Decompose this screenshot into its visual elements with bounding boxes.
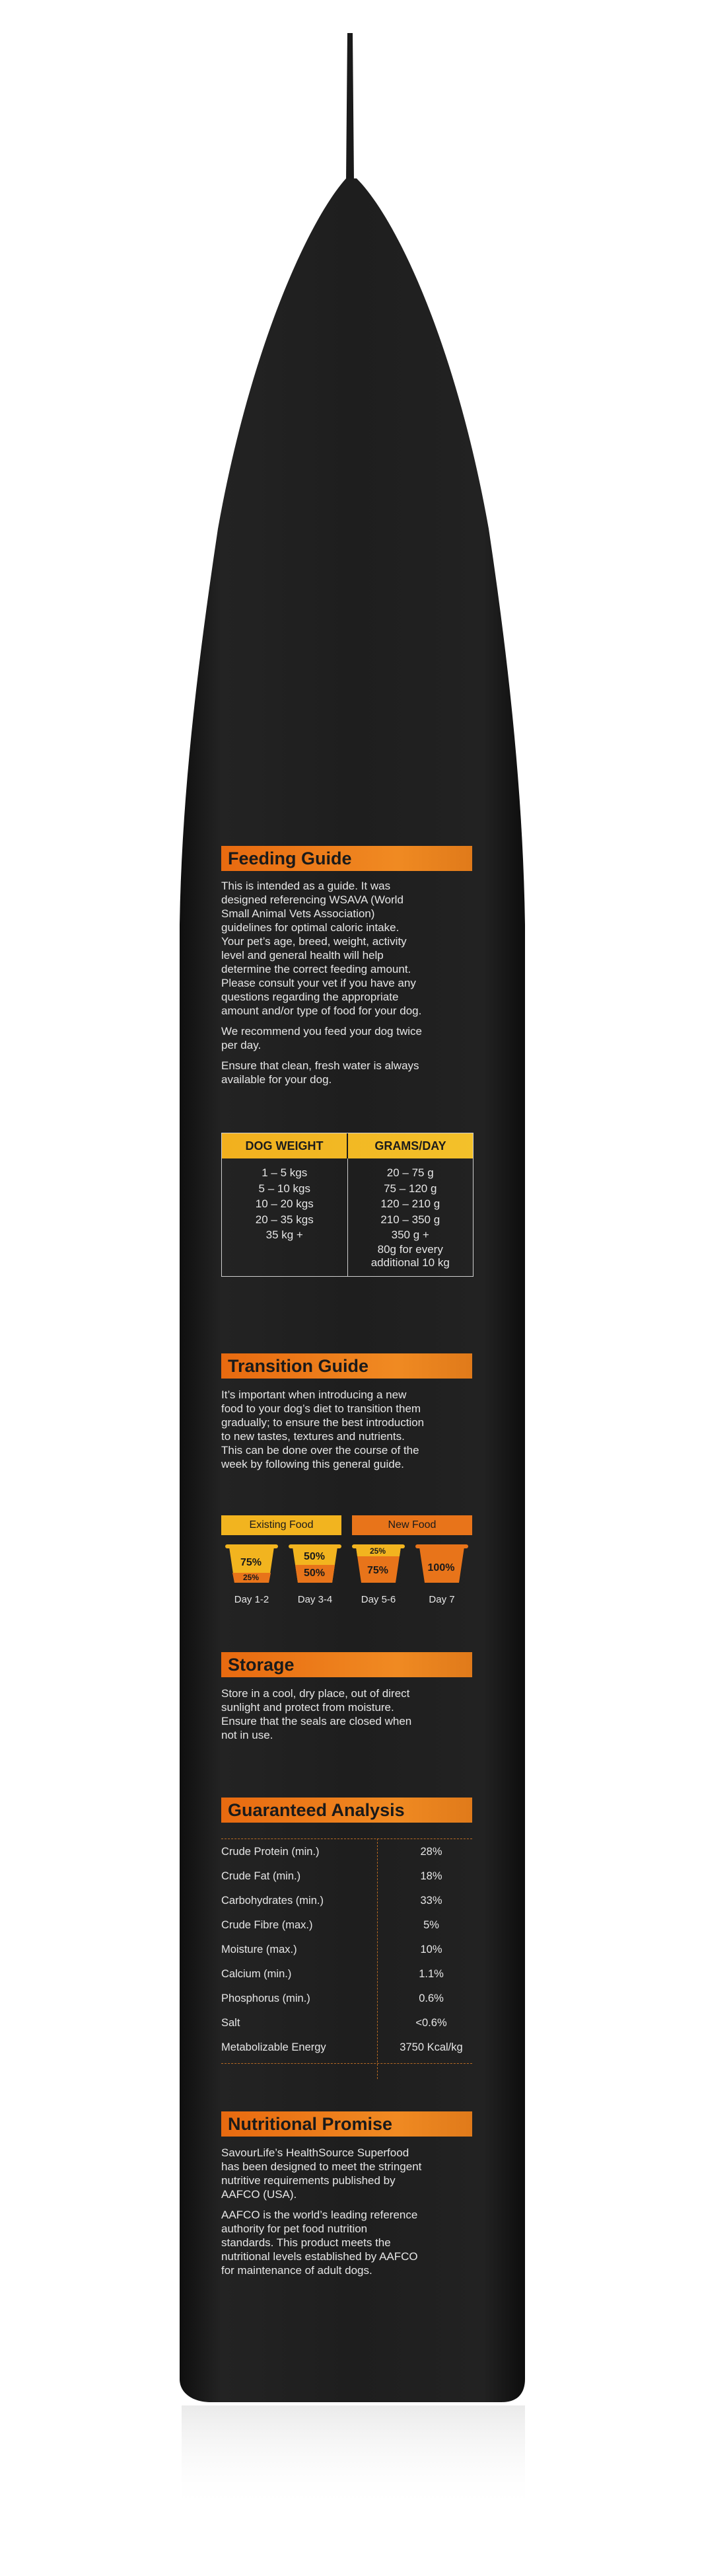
nutritional-promise-text [221,2146,472,2277]
feeding-table-body [222,1158,473,1276]
analysis-row [221,1938,472,1962]
nutrient-name: Crude Fibre (max.) [221,1919,313,1931]
bowl3-new-pct: 75% [367,1565,389,1576]
grams-cell: 210 – 350 g [380,1213,440,1226]
text-line: Ensure that the seals are closed when [221,1715,412,1727]
bowl-day-label: Day 1-2 [234,1594,269,1605]
text-line: Ensure that clean, fresh water is always [221,1059,419,1072]
nutrient-value: 10% [420,1944,442,1955]
feeding-guide-title: Feeding Guide [221,846,472,871]
text-line: amount and/or type of food for your dog. [221,1004,422,1017]
legend-new-food: New Food [352,1515,472,1535]
analysis-row [221,2011,472,2035]
transition-guide-title: Transition Guide [221,1353,472,1379]
text-line: SavourLife’s HealthSource Superfood [221,2146,409,2159]
nutrient-value: 1.1% [419,1968,444,1980]
weight-column [222,1158,348,1276]
guaranteed-analysis-section [221,1798,472,2075]
nutrient-value: 28% [420,1846,442,1858]
text-line: designed referencing WSAVA (World [221,893,404,906]
nutrient-name: Phosphorus (min.) [221,1992,310,2004]
bowl4-new-pct: 100% [427,1562,455,1573]
grams-cell: 80g for every [377,1242,443,1256]
nutrient-name: Crude Fat (min.) [221,1870,301,1882]
text-line: available for your dog. [221,1073,332,1086]
grams-column [348,1158,474,1276]
guaranteed-analysis-title: Guaranteed Analysis [221,1798,472,1823]
analysis-row [221,2035,472,2060]
text-line: Store in a cool, dry place, out of direct [221,1687,410,1700]
bowl-day-label: Day 7 [429,1594,455,1605]
divider [221,1838,472,1839]
text-line: This is intended as a guide. It was [221,880,391,892]
text-line: nutritive requirements published by [221,2174,396,2187]
storage-text [221,1686,472,1742]
weight-cell: 35 kg + [265,1229,303,1241]
text-line: standards. This product meets the [221,2236,391,2249]
analysis-row [221,1987,472,2011]
nutrient-name: Carbohydrates (min.) [221,1895,324,1907]
text-line: AAFCO (USA). [221,2188,297,2201]
bowl1-existing-pct: 75% [240,1557,262,1568]
text-line: Please consult your vet if you have any [221,977,416,989]
text-line: week by following this general guide. [221,1458,404,1470]
text-line: has been designed to meet the stringent [221,2160,422,2173]
grams-cell: additional 10 kg [370,1256,450,1269]
feeding-guide-section [221,846,472,1086]
text-line: to new tastes, textures and nutrients. [221,1430,405,1443]
transition-guide-text [221,1388,472,1471]
nutrient-value: 33% [420,1895,442,1907]
bowl3-existing-pct: 25% [369,1546,386,1556]
text-line: level and general health will help [221,949,384,962]
nutrient-name: Moisture (max.) [221,1944,297,1955]
nutrient-value: <0.6% [415,2017,447,2029]
bowl1-new-pct: 25% [242,1573,260,1582]
text-line: We recommend you feed your dog twice [221,1025,422,1038]
nutrient-name: Calcium (min.) [221,1968,292,1980]
nutritional-promise-section [221,2111,472,2277]
text-line: nutritional levels established by AAFCO [221,2250,418,2263]
nutrient-name: Metabolizable Energy [221,2041,326,2053]
text-line: Your pet’s age, breed, weight, activity [221,935,407,948]
text-line: sunlight and protect from moisture. [221,1701,394,1714]
grams-cell: 75 – 120 g [384,1182,437,1195]
nutrient-name: Salt [221,2017,240,2029]
text-line: gradually; to ensure the best introduction [221,1416,425,1429]
nutrient-value: 0.6% [419,1992,444,2004]
analysis-row [221,1913,472,1938]
text-line: questions regarding the appropriate [221,991,399,1003]
text-line: guidelines for optimal caloric intake. [221,921,400,934]
analysis-row [221,1962,472,1987]
bowl-day-label: Day 3-4 [297,1594,333,1605]
text-line: for maintenance of adult dogs. [221,2264,372,2277]
grams-cell: 120 – 210 g [380,1197,440,1210]
nutritional-promise-title: Nutritional Promise [221,2111,472,2137]
weight-cell: 10 – 20 kgs [255,1197,314,1210]
text-line: Small Animal Vets Association) [221,907,375,920]
bowl2-existing-pct: 50% [303,1551,326,1562]
text-line: It’s important when introducing a new [221,1388,407,1401]
weight-cell: 1 – 5 kgs [262,1166,308,1179]
storage-section [221,1652,472,1742]
weight-cell: 5 – 10 kgs [258,1182,310,1195]
nutrient-value: 3750 Kcal/kg [400,2041,463,2053]
analysis-row [221,1889,472,1913]
legend-existing-food: Existing Food [221,1515,341,1535]
transition-guide-section [221,1353,472,1471]
bowl2-new-pct: 50% [303,1568,326,1579]
analysis-row [221,1864,472,1889]
weight-cell: 20 – 35 kgs [255,1213,314,1226]
text-line: not in use. [221,1729,273,1741]
text-line: AAFCO is the world’s leading reference [221,2209,418,2221]
grams-cell: 350 g + [391,1229,429,1241]
nutrient-name: Crude Protein (min.) [221,1846,320,1858]
header-grams-day: GRAMS/DAY [374,1139,446,1153]
text-line: authority for pet food nutrition [221,2222,368,2235]
feeding-guide-intro [221,879,472,1086]
storage-title: Storage [221,1652,472,1677]
text-line: per day. [221,1039,262,1051]
text-line: This can be done over the course of the [221,1444,419,1457]
text-line: determine the correct feeding amount. [221,963,411,975]
divider [221,2063,472,2064]
nutrient-value: 5% [423,1919,439,1931]
header-dog-weight: DOG WEIGHT [222,1133,348,1158]
nutrient-value: 18% [420,1870,442,1882]
feeding-table-header [222,1133,473,1158]
feeding-table [221,1133,474,1277]
grams-cell: 20 – 75 g [386,1166,434,1179]
bowl-day-label: Day 5-6 [361,1594,396,1605]
analysis-row [221,1840,472,1864]
text-line: food to your dog’s diet to transition them [221,1402,421,1415]
